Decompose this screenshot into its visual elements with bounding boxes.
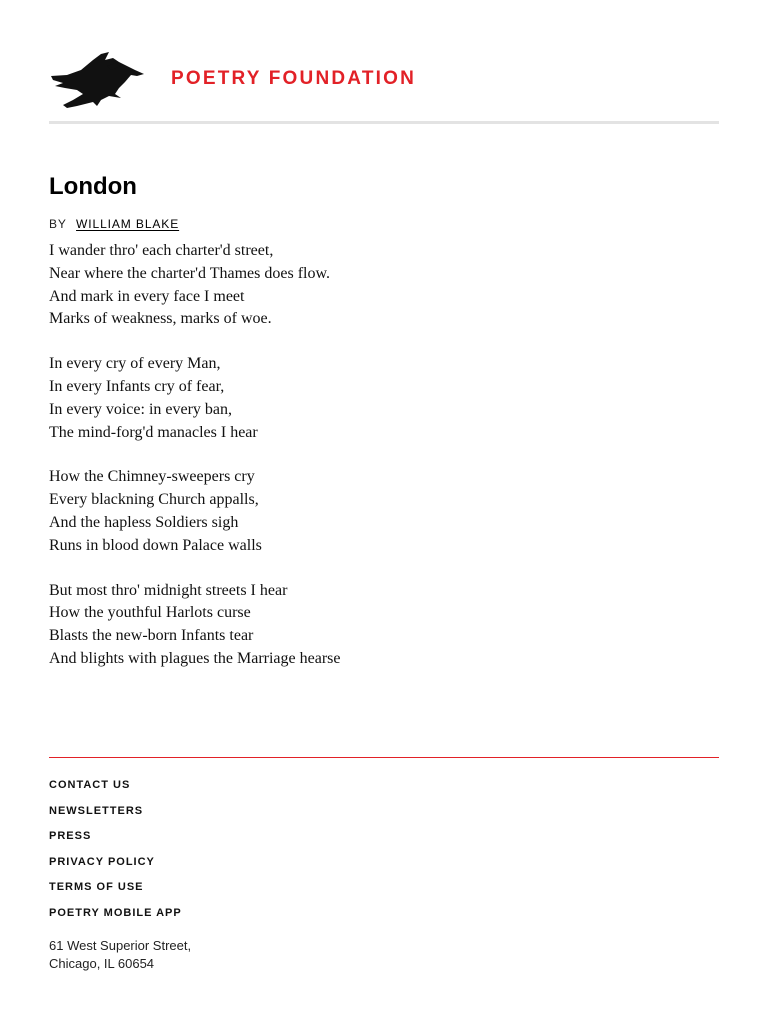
footer-link-item [49, 853, 182, 879]
poem-line: Runs in blood down Palace walls [49, 536, 262, 554]
poem-title: London [49, 173, 137, 200]
poem-line: How the youthful Harlots curse [49, 604, 251, 622]
poem-line: And the hapless Soldiers sigh [49, 513, 239, 531]
poem-line: But most thro' midnight streets I hear [49, 581, 288, 599]
poem-line: Near where the charter'd Thames does flow. [49, 264, 330, 282]
bird-logo-icon[interactable] [49, 48, 145, 110]
byline [49, 216, 179, 232]
poem-line: And blights with plagues the Marriage hearse [49, 649, 341, 667]
address-street: 61 West Superior Street, [49, 938, 192, 953]
address-city: Chicago, IL 60654 [49, 956, 155, 971]
poem-body [49, 240, 709, 693]
poem-line: In every voice: in every ban, [49, 400, 233, 418]
byline-prefix: BY [49, 217, 67, 231]
poem-line: Every blackning Church appalls, [49, 491, 259, 509]
poem-line: The mind-forg'd manacles I hear [49, 423, 258, 441]
footer-divider [49, 757, 719, 758]
poetry-mobile-app-link[interactable]: POETRY MOBILE APP [49, 906, 182, 919]
stanza [49, 580, 709, 671]
poem-line: I wander thro' each charter'd street, [49, 242, 274, 259]
terms-of-use-link[interactable]: TERMS OF USE [49, 881, 144, 894]
poem-line: In every cry of every Man, [49, 355, 221, 373]
footer-address [49, 937, 191, 973]
privacy-policy-link[interactable]: PRIVACY POLICY [49, 855, 155, 868]
site-header [49, 44, 719, 114]
footer-link-item [49, 878, 182, 904]
press-link[interactable]: PRESS [49, 830, 92, 843]
newsletters-link[interactable]: NEWSLETTERS [49, 804, 144, 817]
footer-link-item [49, 904, 182, 930]
footer-link-item [49, 802, 182, 828]
poem-line: How the Chimney-sweepers cry [49, 468, 255, 486]
stanza [49, 353, 709, 444]
contact-us-link[interactable]: CONTACT US [49, 779, 131, 791]
footer-link-item [49, 776, 182, 802]
poem-line: Marks of weakness, marks of woe. [49, 310, 272, 328]
footer-nav [49, 776, 182, 930]
stanza [49, 240, 709, 331]
stanza [49, 466, 709, 557]
poem-line: Blasts the new-born Infants tear [49, 627, 254, 645]
footer-link-item [49, 827, 182, 853]
header-divider [49, 121, 719, 124]
brand-name[interactable]: POETRY FOUNDATION [171, 68, 416, 89]
poem-line: In every Infants cry of fear, [49, 377, 225, 395]
poem-line: And mark in every face I meet [49, 287, 245, 305]
author-link[interactable]: WILLIAM BLAKE [76, 217, 180, 231]
